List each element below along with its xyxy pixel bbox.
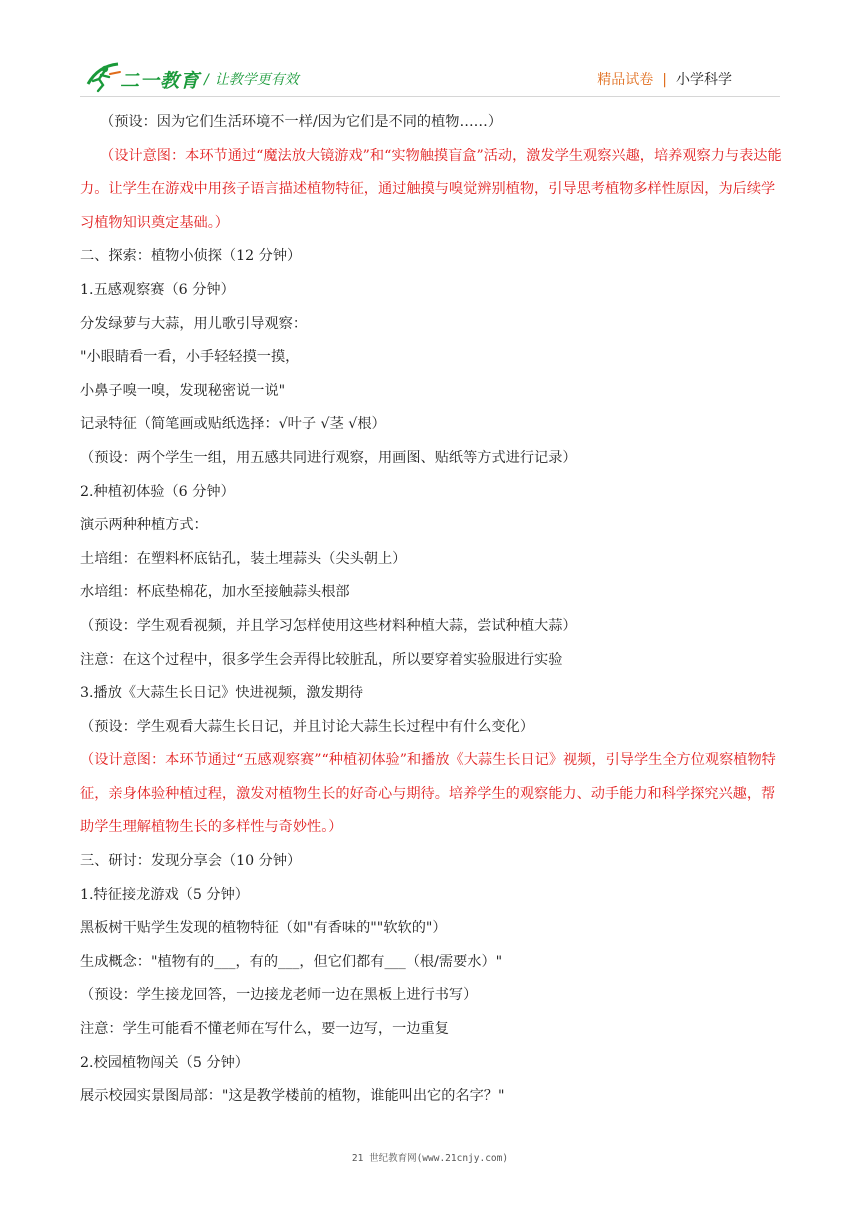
body-paragraph: 注意：学生可能看不懂老师在写什么，要一边写，一边重复: [80, 1021, 449, 1038]
body-paragraph: 2.校园植物闯关（5 分钟）: [80, 1054, 249, 1071]
body-paragraph: 1.五感观察赛（6 分钟）: [80, 281, 235, 298]
document-body: [80, 106, 784, 1114]
body-paragraph: （预设：学生观看大蒜生长日记，并且讨论大蒜生长过程中有什么变化）: [80, 718, 535, 735]
body-paragraph: 黑板树干贴学生发现的植物特征（如"有香味的""软软的"）: [80, 920, 447, 937]
slogan-text: 让教学更有效: [214, 72, 299, 88]
header-separator: |: [662, 72, 667, 88]
body-paragraph: （预设：两个学生一组，用五感共同进行观察，用画图、贴纸等方式进行记录）: [80, 449, 577, 466]
design-intent-paragraph: （设计意图：本环节通过“五感观察赛”“种植初体验”和播放《大蒜生长日记》视频，引导学生全方位观察植物特征，亲身体验种植过程，激发对植物生长的好奇心与期待。培养学生的观察能力、动手能力和科学探究兴趣，帮助学生理解植物生长的多样性与奇妙性。）: [80, 752, 776, 836]
body-paragraph: 土培组：在塑料杯底钻孔，装土埋蒜头（尖头朝上）: [80, 550, 407, 567]
design-intent-paragraph: （设计意图：本环节通过“魔法放大镜游戏”和“实物触摸盲盒”活动，激发学生观察兴趣，培养观察力与表达能力。让学生在游戏中用孩子语言描述植物特征，通过触摸与嗅觉辨别植物，引导思考植物多样性原因，为后续学习植物知识奠定基础。）: [80, 147, 782, 231]
subject-label: 小学科学: [676, 72, 732, 88]
premium-label: 精品试卷: [597, 72, 654, 88]
body-paragraph: 3.播放《大蒜生长日记》快进视频，激发期待: [80, 685, 364, 702]
slogan: [204, 69, 299, 89]
body-paragraph: 分发绿萝与大蒜，用儿歌引导观察：: [80, 315, 308, 332]
body-paragraph: 展示校园实景图局部："这是教学楼前的植物，谁能叫出它的名字？": [80, 1088, 505, 1105]
slogan-slash: /: [204, 72, 209, 88]
runner-logo-icon: [84, 60, 122, 94]
header-divider: [80, 96, 780, 97]
body-paragraph: "小眼睛看一看，小手轻轻摸一摸，: [80, 349, 300, 366]
body-paragraph: （预设：学生接龙回答，一边接龙老师一边在黑板上进行书写）: [80, 987, 478, 1004]
page-header: [84, 58, 784, 98]
body-paragraph: 生成概念："植物有的___，有的___，但它们都有___（根/需要水）": [80, 953, 503, 970]
body-paragraph: 二、探索：植物小侦探（12 分钟）: [80, 248, 302, 265]
body-paragraph: 演示两种种植方式：: [80, 517, 208, 534]
body-paragraph: 小鼻子嗅一嗅，发现秘密说一说": [80, 382, 286, 399]
body-paragraph: 2.种植初体验（6 分钟）: [80, 483, 235, 500]
body-paragraph: （预设：学生观看视频，并且学习怎样使用这些材料种植大蒜，尝试种植大蒜）: [80, 617, 577, 634]
logo: [84, 60, 204, 94]
body-paragraph: 水培组：杯底垫棉花，加水至接触蒜头根部: [80, 584, 350, 601]
body-paragraph: 1.特征接龙游戏（5 分钟）: [80, 886, 249, 903]
body-paragraph: 记录特征（简笔画或贴纸选择：√叶子 √茎 √根）: [80, 416, 386, 433]
body-paragraph: （预设：因为它们生活环境不一样/因为它们是不同的植物……）: [100, 114, 503, 130]
body-paragraph: 注意：在这个过程中，很多学生会弄得比较脏乱，所以要穿着实验服进行实验: [80, 651, 563, 668]
page-footer: 21 世纪教育网(www.21cnjy.com): [351, 1153, 509, 1164]
logo-text: 二一教育: [120, 70, 201, 92]
header-category: [597, 69, 732, 89]
body-paragraph: 三、研讨：发现分享会（10 分钟）: [80, 853, 302, 870]
